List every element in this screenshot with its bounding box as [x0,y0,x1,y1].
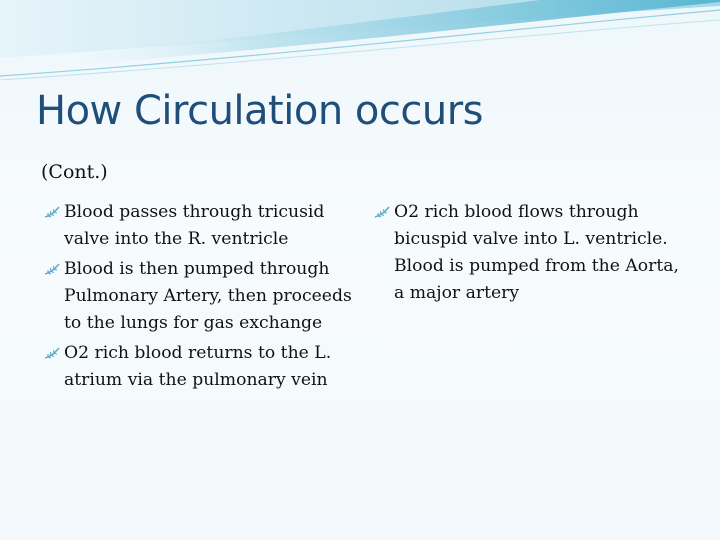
bullet-text: Blood passes through tricusid valve into the R. ventricle [64,202,325,249]
bullet-text: O2 rich blood returns to the L. atrium via the pulmonary vein [64,343,332,390]
bullet-text: O2 rich blood flows through bicuspid valve into L. ventricle. Blood is pumped from the Aorta, a major artery [394,202,679,303]
slide-title: How Circulation occurs [36,88,483,134]
bullet-text: Blood is then pumped through Pulmonary Artery, then proceeds to the lungs for gas exchange [64,259,352,333]
bullet-item [44,256,362,337]
fern-leaf-icon [374,206,390,219]
header-swoosh-decoration [0,0,720,80]
bullet-item [374,199,694,307]
right-bullet-column [374,199,694,310]
bullet-item [44,340,362,394]
slide-subtitle: (Cont.) [41,161,108,183]
fern-leaf-icon [44,206,60,219]
fern-leaf-icon [44,347,60,360]
bullet-item [44,199,362,253]
fern-leaf-icon [44,263,60,276]
left-bullet-column [44,199,362,397]
